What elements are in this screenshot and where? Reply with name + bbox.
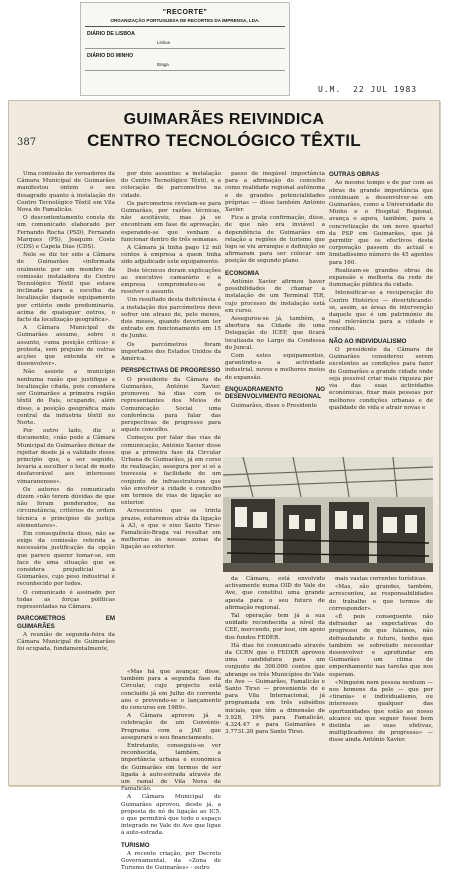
paragraph: O presidente da Câmara de Guimarães considerou serem excelentes as condições para fazer de Guimarães a grande cidade onde seja possível criar mais riqueza por via das suas actividades económicas, fixar mais pessoas por melhores condições urbanas e de qualidade de vida e atrair novas e	[329, 347, 433, 411]
paragraph: A reunião de segunda-feira da Câmara Municipal de Guimarães foi ocupada, fundamentalmente,	[17, 632, 115, 653]
paragraph: Assegurou-se já, também, a abertura na Cidade de uma Delegação do ICEP, que ficará localizada no Largo da Condessa do Juncal.	[225, 316, 325, 351]
slip-city-label: Braga	[157, 62, 169, 67]
paragraph: A Câmara Municipal de Guimarães aprovou, desde já, a proposta do nó de ligação ao IC5, o que permitirá que todo o espaço integrado no Vale do Ave que ligue à auto-estrada.	[121, 794, 221, 837]
paragraph: Por outro lado, diz o documento, «não pode a Câmara Municipal de Guimarães deixar de rejeitar desde já a validade desse princípio que, a ser seguido, levaria a escolher o local de modo desfavorável aos interesses vimaranenses».	[17, 428, 115, 485]
paragraph: por dois assuntos: a instalação do Centro Tecnológico Têxtil, e a colocação de parcometros na cidade.	[121, 171, 221, 199]
subheading-individualismo: NÃO AO INDIVIDUALISMO	[329, 337, 407, 345]
paragraph: Fica a grata confirmação, disse, de que não era inviável a dependência de Guimarães em relação a regiões de turismo que logo se viu arranque e definição se afirmaram para ser colocar um posição de segundo plano.	[225, 215, 325, 265]
article-column-3	[225, 171, 325, 456]
paragraph: Há dias foi comunicado através da CCRN que o FEDER aprovou uma candidatura para um conjunto de 300.000 contos que abrange os três Municípios do Vale do Ave — Guimarães, Famalicão e Santo Tirso — proveniente de e para Vila Internacional, já programada em três subsídios iniciais, que têm a dimensão de 3.928, 19% para Famalicão, 4.324.47 e para Guimarães e 3.7731.20 para Santo Tirso.	[225, 642, 325, 736]
article-column-4-lower	[329, 576, 433, 781]
paragraph: A recente criação, por Decreto Governamental, da «Zona de Turismo de Guimarães» - outro	[121, 851, 221, 872]
handwritten-page-number: 387	[17, 137, 37, 148]
article-column-3-lower	[225, 576, 325, 781]
headline-line-2: CENTRO TECNOLÓGICO TÊXTIL	[87, 131, 361, 150]
article-column-1	[17, 171, 115, 783]
article-column-4	[329, 171, 433, 456]
paragraph: passo de inegável importância para a afirmação do concelho como realidade regional autónoma e de grandes potencialidades próprias — disse também António Xavier.	[225, 171, 325, 214]
date-stamp	[318, 85, 438, 99]
paragraph: Um resultado desta deficiência é a instalação dos parcómetros deve sofrer um atraso de, pelo menos, dois meses, quando deveriam ter entrado em funcionamento em 15 de Junho.	[121, 297, 221, 340]
paragraph: Nele se diz ter sido a Câmara de Guimarães «informada oralmente por um membro da comissão instaladora do Centro Tecnológico Têxtil que estava inclinada para a escolha da localização daquele equipamento por critério onde predominaria, acima de quaisquer outros, o facto da localização geográfica».	[17, 252, 115, 324]
paragraph: Ao mesmo tempo e de par com as obras de grande importância que continuam a desenvolver-se em Guimarães, como a Universidade do Minho e o Hospital Regional, avança o agora, também, para a concretização de um novo quartel da PSP em Guimarães, que já permitir que os efectivos desta corporação passem do actual e limitadíssimo número de 45 agentes para 160.	[329, 180, 433, 266]
paragraph: «Mas há que avançar, disse, também para a segunda fase da Circular, cujo projecto está concluído já em Julho do corrente ano e prevendo-se o lançamento do concurso em 1989».	[121, 669, 221, 712]
slip-publication-label: DIÁRIO DO MINHO	[87, 53, 134, 59]
textile-machinery-illustration	[223, 457, 433, 572]
paragraph: Com estes equipamentos, garantindo-a a actividade industrial, novos e melhores meios de expansão.	[225, 353, 325, 381]
slip-row-2	[85, 49, 285, 71]
paragraph: Dois técnicos deram explicações ao executivo camarário e a empresa comprometeu-se a resolver o assunto.	[121, 267, 221, 296]
paragraph: A Câmara aprovou já a celebração de um Convénio-Programa com a JAE que assegurará o seu financiamento.	[121, 713, 221, 741]
paragraph: Guimarães, disse o Presidente	[231, 402, 318, 409]
paragraph: Uma comissão de vereadores da Câmara Municipal de Guimarães manifestou ontem o seu desagrado quanto à instalação do Centro Tecnológico Têxtil em Vila Nova de Famalicão.	[17, 171, 115, 214]
slip-city-label: Lisboa	[157, 40, 170, 45]
stamp-code: U.M.	[318, 85, 342, 94]
article-column-2-lower	[121, 669, 221, 872]
agency-organization: ORGANIZAÇÃO PORTUGUESA DE RECORTES DA IMPRENSA, LDA.	[110, 18, 260, 23]
subheading-parcometros: PARCOMETROS EM GUIMARÃES	[17, 615, 115, 630]
paragraph: O comunicado é assinado por todas as forças políticas representadas na Câmara.	[17, 589, 115, 610]
clipping-agency-slip	[80, 2, 290, 96]
paragraph: Em consequência disso, não se exige da comissão referida a necessária justificação da opção que parece querer tomar-se, em face de uma situação que se considera prejudicial a Guimarães, cujo peso industrial é reconhecido por todos.	[17, 530, 115, 588]
paragraph: A Câmara Municipal de Guimarães assume, sobre o assunto, «uma posição crítica» e protesta, sem prejuízo de outras acções que entenda vir a desenvolver».	[17, 325, 115, 368]
paragraph: Acrescentou que os trinta prazos, estaremos atrás da ligação à A3, e que o eixo Santo Tirso-Famalicão-Braga vai resultar em melhorias às nossas zonas de ligação ao exterior.	[121, 508, 221, 551]
subheading-perspectivas: PERSPECTIVAS DE PROGRESSO	[121, 367, 221, 375]
paragraph: da Câmara, está envolvido activamente numa OID do Vale do Ave, que constitui uma grande aposta para o seu futuro de afirmação regional.	[225, 576, 325, 611]
paragraph: O presidente da Câmara de Guimarães, António Xavier, promoveu há dias com os representantes dos Meios de Comunicação Social uma conferência para falar das perspectivas de progresso para aquele concelho.	[121, 376, 221, 434]
newspaper-clipping	[8, 100, 440, 872]
subheading-enquadramento: ENQUADRAMENTO NO DESENVOLVIMENTO REGIONAL	[225, 385, 325, 401]
paragraph: Tal operação tem já a sua unidade reconhecida a nível da CEE, mercendo, por isso, um apoio dos fundos FEDER.	[225, 613, 325, 641]
paragraph: mais vastas correntes turísticas.	[335, 576, 427, 582]
paragraph: «Ninguém nem pessoa nenhum — nos homens da pele — que por «tirania» e individualismo, ou interesses qualquer das oportunidades que estão ao nosso alcance ou que seguer fosse bem distinta as suas efetivas, multiplicadores de progresso» — disse ainda António Xavier.	[329, 679, 433, 744]
article-column-2	[121, 171, 221, 671]
paragraph: Realizam-se grandes obras de expansão e melhoria da rede de iluminação pública da cidade.	[329, 267, 433, 289]
slip-row-1	[85, 27, 285, 49]
paragraph: A Câmara já tinha pago 12 mil contos à empresa a quem tinha sido adjudicado este equipamento.	[121, 245, 221, 266]
paragraph: Começou por falar das vias de comunicação, António Xavier disse que a primeira fase da Circular Urbana de Guimarães, já em curso de realização, assegura por si só a travessia e facilidade de um conjunto de infraestruturas que vão envolver a cidade e concelho em termos de vias de ligação ao exterior.	[121, 435, 221, 507]
paragraph: Os parcometros revelam-se para Guimarães, por razões técnicas, não aceitáveis, mas já se encontram em fase de aprovação, esperando-se que venham a funcionar dentro de três semanas.	[121, 200, 221, 243]
paragraph: «É pois consequente não defraudar as expectativas do progresso de que falamos, não defraudando o futuro, tenho que também se sobretudo necessitar desenvolver e aprofundar em Guimarães um clima de empenhamento nas tarefas que nos esperam.	[329, 614, 433, 678]
paragraph: Não assiste a município nenhuma razão que justifique a localização citada, pois considera ser Guimarães a primeira região têxtil do País, ocupando, além disso, a posição geográfica mais central da indústria têxtil no Norte.	[17, 369, 115, 426]
paragraph: O descontentamento consta de um comunicado elaborado por Fernando Rocha (PSD), Fernando Marques (PS), Joaquim Costa (CDS) e Capela Dias (CDS).	[17, 215, 115, 251]
headline-line-1: GUIMARÃES REIVINDICA	[123, 111, 325, 128]
subheading-turismo: TURISMO	[121, 841, 150, 849]
paragraph: Entretanto, conseguiu-se ver reconhecida, também, a importância urbana e económica de Guimarães em termos de ser ligada à auto-estrada através de um ramal de Vila Nova de Famalicão.	[121, 743, 221, 793]
industrial-textile-photo	[223, 457, 433, 572]
paragraph: António Xavier afirmou haver possibilidades de chamar a instalação de um Terminal TIR, cujo processo de instalação está em curso.	[225, 279, 325, 314]
subheading-outras-obras: OUTRAS OBRAS	[329, 171, 380, 178]
agency-name: "RECORTE"	[162, 9, 208, 16]
paragraph: Os parcómetros foram importados dos Estados Unidos da América.	[121, 341, 221, 363]
paragraph: «Mas, são grandes, também, acrescentou, as responsabilidades do trabalho e que termos de corresponder».	[329, 584, 433, 612]
stamp-date: 22 JUL 1983	[353, 85, 418, 94]
subheading-economia: ECONOMIA	[225, 269, 260, 277]
paragraph: Os autores do comunicado dizem «não terem dúvidas de que não foram ponderados, na circunstância, critérios de ordem técnica e princípios de justiça elementares».	[17, 486, 115, 529]
paragraph: Intensificar-se a recuperação do Centro Histórico — divertificando-se, assim, as áreas de intervenção daquele que é um património de real relevância para a cidade e concelho.	[329, 290, 433, 333]
slip-publication-label: DIÁRIO DE LISBOA	[87, 31, 135, 37]
